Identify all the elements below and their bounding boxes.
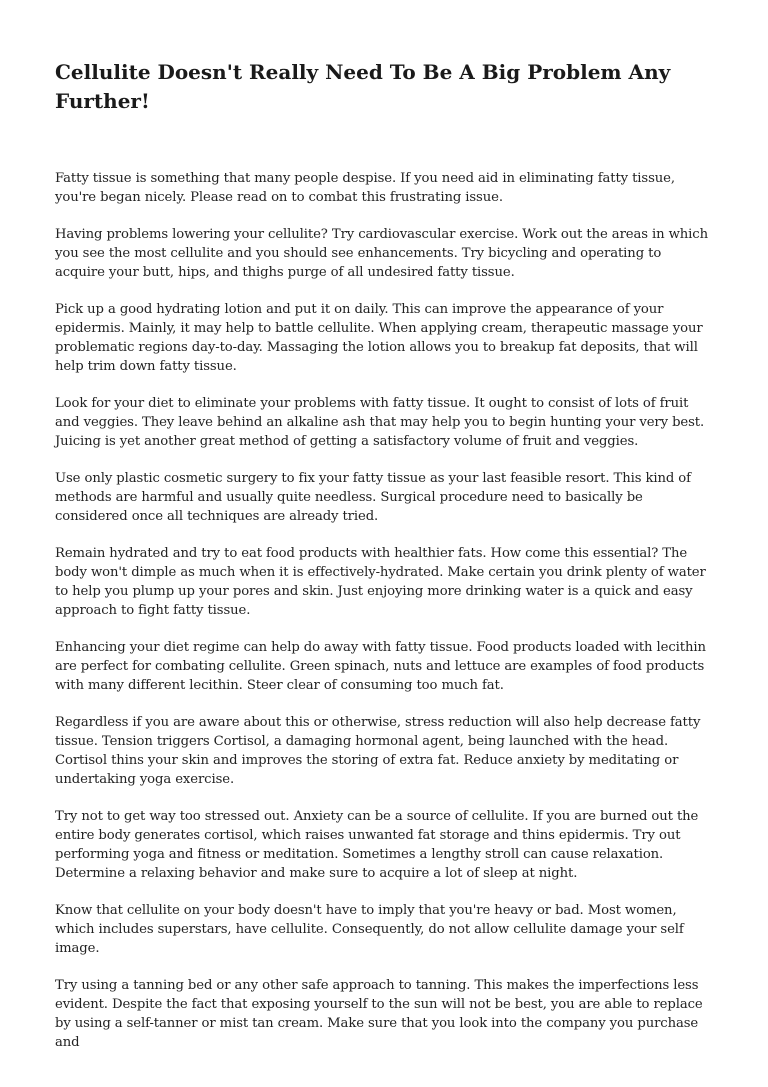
paragraph-7: Enhancing your diet regime can help do away with fatty tissue. Food products loaded with lecithin are perfect for combating cellulite. Green spinach, nuts and lettuce are examples of food products with many different lecithin. Steer clear of consuming too much fat.	[55, 640, 706, 693]
paragraph-10: Know that cellulite on your body doesn't have to imply that you're heavy or bad. Most women, which includes superstars, have cellulite. Consequently, do not allow cellulite damage your self image.	[55, 903, 684, 956]
paragraph-2: Having problems lowering your cellulite? Try cardiovascular exercise. Work out the areas in which you see the most cellulite and you should see enhancements. Try bicycling and operating to acquire your butt, hips, and thighs purge of all undesired fatty tissue.	[55, 227, 708, 280]
document-title: Cellulite Doesn't Really Need To Be A Big Problem Any Further!	[55, 60, 671, 113]
paragraph-1: Fatty tissue is something that many people despise. If you need aid in eliminating fatty tissue, you're began nicely. Please read on to combat this frustrating issue.	[55, 171, 675, 205]
paragraph-4: Look for your diet to eliminate your problems with fatty tissue. It ought to consist of lots of fruit and veggies. They leave behind an alkaline ash that may help you to begin hunting your very best. Juicing is yet another great method of getting a satisfactory volume of fruit and veggies.	[55, 396, 705, 449]
paragraph-5: Use only plastic cosmetic surgery to fix your fatty tissue as your last feasible resort. This kind of methods are harmful and usually quite needless. Surgical procedure need to basically be considered once all techniques are already tried.	[55, 471, 691, 524]
paragraph-11: Try using a tanning bed or any other safe approach to tanning. This makes the imperfections less evident. Despite the fact that exposing yourself to the sun will not be best, you are able to replace by using a self-tanner or mist tan cream. Make sure that you look into the company you purchase and	[55, 978, 703, 1050]
document-page	[55, 58, 715, 1070]
paragraph-6: Remain hydrated and try to eat food products with healthier fats. How come this essential? The body won't dimple as much when it is effectively-hydrated. Make certain you drink plenty of water to help you plump up your pores and skin. Just enjoying more drinking water is a quick and easy approach to fight fatty tissue.	[55, 546, 706, 618]
paragraph-9: Try not to get way too stressed out. Anxiety can be a source of cellulite. If you are burned out the entire body generates cortisol, which raises unwanted fat storage and thins epidermis. Try out performing yoga and fitness or meditation. Sometimes a lengthy stroll can cause relaxation. Determine a relaxing behavior and make sure to acquire a lot of sleep at night.	[55, 809, 699, 881]
paragraph-8: Regardless if you are aware about this or otherwise, stress reduction will also help decrease fatty tissue. Tension triggers Cortisol, a damaging hormonal agent, being launched with the head. Cortisol thins your skin and improves the storing of extra fat. Reduce anxiety by meditating or undertaking yoga exercise.	[55, 715, 701, 787]
paragraph-3: Pick up a good hydrating lotion and put it on daily. This can improve the appearance of your epidermis. Mainly, it may help to battle cellulite. When applying cream, therapeutic massage your problematic regions day-to-day. Massaging the lotion allows you to breakup fat deposits, that will help trim down fatty tissue.	[55, 302, 703, 374]
